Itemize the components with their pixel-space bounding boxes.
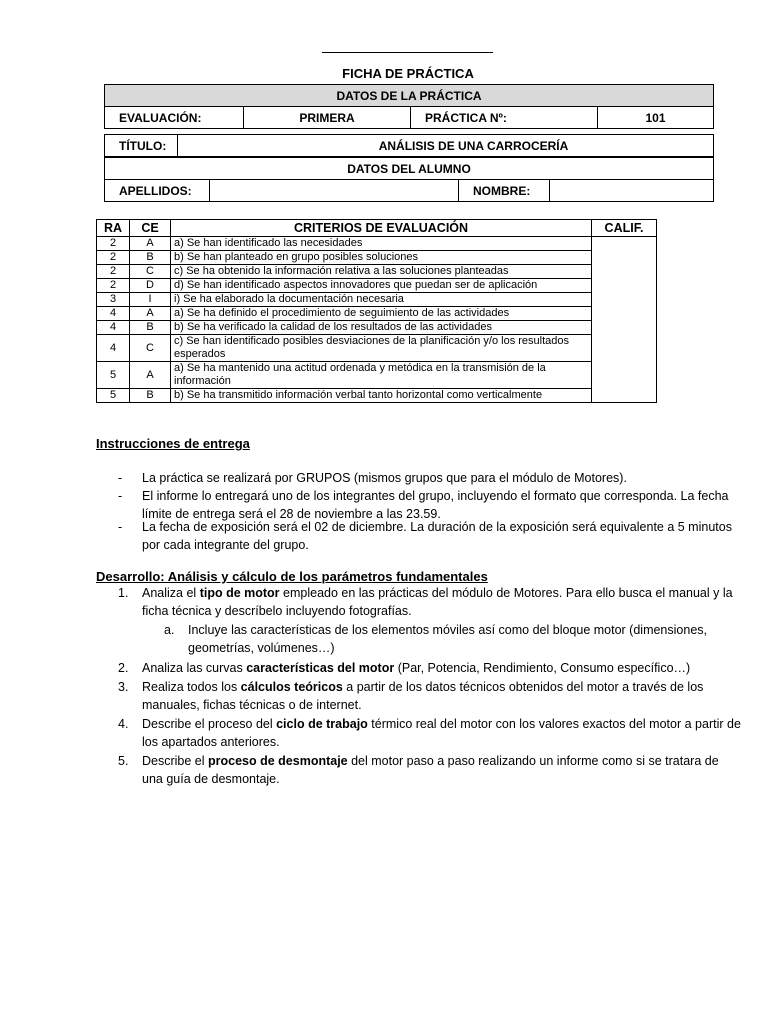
ra-cell: 2 (97, 279, 130, 293)
criterion-cell: d) Se han identificado aspectos innovadores que puedan ser de aplicación (171, 279, 592, 293)
instrucciones-heading: Instrucciones de entrega (96, 436, 250, 451)
item-text: Realiza todos los cálculos teóricos a partir de los datos técnicos obtenidos del motor a través de los manuales, fichas técnicas o de internet. (142, 680, 704, 712)
col-criterios: CRITERIOS DE EVALUACIÓN (171, 220, 592, 237)
item-text: Analiza el tipo de motor empleado en las prácticas del módulo de Motores. Para ello busca el manual y la ficha técnica y descríbelo incluyendo fotografías. (142, 586, 733, 618)
titulo-table (104, 134, 714, 157)
criterion-cell: a) Se ha definido el procedimiento de seguimiento de las actividades (171, 307, 592, 321)
bullet-dash: - (118, 489, 123, 503)
table-row (97, 293, 657, 307)
nombre-label: NOMBRE: (459, 180, 550, 202)
ra-cell: 5 (97, 362, 130, 389)
table-row (97, 389, 657, 403)
criterion-cell: b) Se han planteado en grupo posibles soluciones (171, 251, 592, 265)
table-row (97, 321, 657, 335)
ce-cell: B (130, 389, 171, 403)
table-row (97, 335, 657, 362)
titulo-label: TÍTULO: (105, 135, 178, 157)
bullet-dash: - (118, 471, 123, 485)
ce-cell: A (130, 362, 171, 389)
item-text: Describe el proceso del ciclo de trabajo térmico real del motor con los valores exactos del motor a partir de los apartados anteriores. (142, 717, 741, 749)
item-number: 4. (118, 717, 129, 731)
item-number: 2. (118, 661, 129, 675)
apellidos-label: APELLIDOS: (105, 180, 210, 202)
col-ra: RA (97, 220, 130, 237)
col-calif: CALIF. (592, 220, 657, 237)
table-row (97, 307, 657, 321)
evaluacion-label: EVALUACIÓN: (105, 107, 244, 129)
ce-cell: B (130, 321, 171, 335)
ce-cell: C (130, 265, 171, 279)
criterion-cell: c) Se han identificado posibles desviaciones de la planificación y/o los resultados esperados (171, 335, 592, 362)
ce-cell: I (130, 293, 171, 307)
ra-cell: 2 (97, 265, 130, 279)
evaluacion-value: PRIMERA (244, 107, 411, 129)
ra-cell: 4 (97, 321, 130, 335)
alumno-table (104, 157, 714, 202)
item-text: Incluye las características de los elementos móviles así como del bloque motor (dimensiones, geometrías, volúmenes…) (188, 623, 707, 655)
ra-cell: 4 (97, 335, 130, 362)
desarrollo-heading: Desarrollo: Análisis y cálculo de los parámetros fundamentales (96, 569, 488, 584)
bullet-dash: - (118, 520, 123, 534)
page-title: FICHA DE PRÁCTICA (342, 66, 474, 81)
practice-header-table (104, 84, 714, 129)
table-row (97, 265, 657, 279)
criterion-cell: a) Se ha mantenido una actitud ordenada y metódica en la transmisión de la información (171, 362, 592, 389)
practica-value: 101 (598, 107, 714, 129)
ra-cell: 4 (97, 307, 130, 321)
titulo-value: ANÁLISIS DE UNA CARROCERÍA (178, 135, 714, 157)
ce-cell: A (130, 237, 171, 251)
ce-cell: D (130, 279, 171, 293)
item-number: 1. (118, 586, 129, 600)
criterion-cell: a) Se han identificado las necesidades (171, 237, 592, 251)
criterion-cell: c) Se ha obtenido la información relativa a las soluciones planteadas (171, 265, 592, 279)
instruction-text: La práctica se realizará por GRUPOS (mismos grupos que para el módulo de Motores). (142, 471, 627, 485)
table-row (97, 362, 657, 389)
table-row (97, 237, 657, 251)
item-number: 3. (118, 680, 129, 694)
table-row (97, 251, 657, 265)
criterion-cell: i) Se ha elaborado la documentación necesaria (171, 293, 592, 307)
ce-cell: A (130, 307, 171, 321)
calif-cell[interactable] (592, 237, 657, 403)
datos-practica-heading: DATOS DE LA PRÁCTICA (105, 85, 714, 107)
ra-cell: 2 (97, 251, 130, 265)
item-text: Describe el proceso de desmontaje del motor paso a paso realizando un informe como si se tratara de una guía de desmontaje. (142, 754, 719, 786)
instruction-text: La fecha de exposición será el 02 de diciembre. La duración de la exposición será equivalente a 5 minutos por cada integrante del grupo. (142, 520, 732, 552)
item-letter: a. (164, 623, 175, 637)
ce-cell: B (130, 251, 171, 265)
ce-cell: C (130, 335, 171, 362)
instruction-text: El informe lo entregará uno de los integrantes del grupo, incluyendo el formato que corresponda. La fecha límite de entrega será el 28 de noviembre a las 23.59. (142, 489, 729, 521)
criterion-cell: b) Se ha transmitido información verbal tanto horizontal como verticalmente (171, 389, 592, 403)
practica-label: PRÁCTICA Nº: (411, 107, 598, 129)
item-number: 5. (118, 754, 129, 768)
signature-line (322, 52, 493, 53)
ra-cell: 2 (97, 237, 130, 251)
col-ce: CE (130, 220, 171, 237)
item-text: Analiza las curvas características del motor (Par, Potencia, Rendimiento, Consumo específico…) (142, 661, 691, 675)
apellidos-field[interactable] (210, 180, 459, 202)
ra-cell: 5 (97, 389, 130, 403)
ra-cell: 3 (97, 293, 130, 307)
table-row (97, 279, 657, 293)
criterion-cell: b) Se ha verificado la calidad de los resultados de las actividades (171, 321, 592, 335)
nombre-field[interactable] (550, 180, 714, 202)
datos-alumno-heading: DATOS DEL ALUMNO (105, 158, 714, 180)
criteria-table (96, 219, 657, 403)
